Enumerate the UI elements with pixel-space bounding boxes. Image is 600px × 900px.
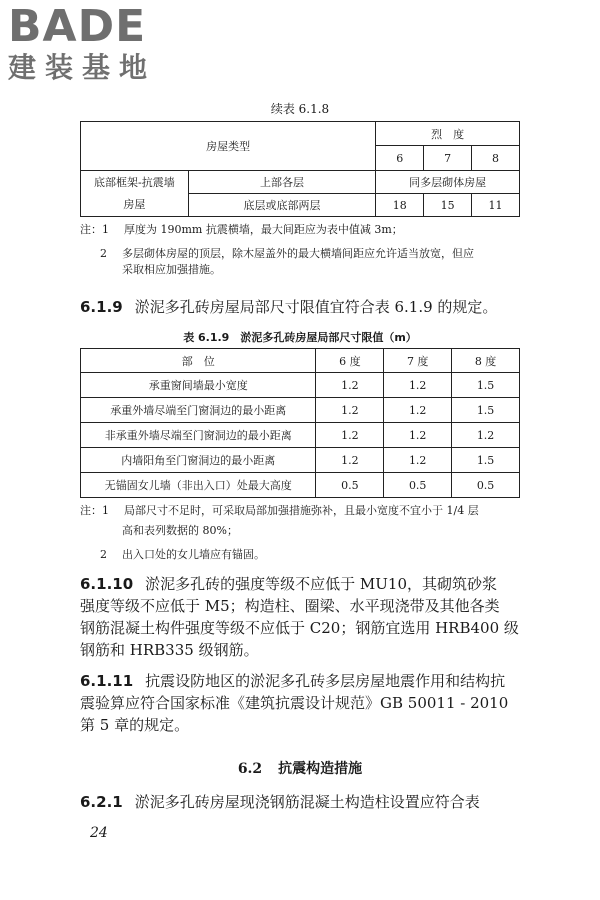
- clause-number: 6.1.11: [80, 672, 134, 690]
- note-item: [80, 246, 530, 262]
- clause-text-line: 抗震设防地区的淤泥多孔砖多层房屋地震作用和结构抗: [145, 672, 506, 690]
- table-618-lower-value: 11: [472, 194, 520, 217]
- clause-text-line: 钢筋混凝土构件强度等级不应低于 C20；钢筋宜选用 HRB400 级: [80, 619, 519, 637]
- table-618-header-house-type: 房屋类型: [81, 122, 376, 171]
- clause-6111: [80, 670, 525, 736]
- table-618-row-group-line2: 房屋: [123, 197, 146, 211]
- cell-value: 1.2: [316, 423, 384, 448]
- notes-619: [80, 503, 530, 563]
- note-text-continued: 高和表列数据的 80%；: [122, 524, 238, 537]
- logo-text-en: BADE: [8, 1, 147, 52]
- cell-value: 1.2: [316, 398, 384, 423]
- section-number: 6.2: [237, 761, 263, 777]
- publisher-logo: [8, 1, 157, 84]
- row-label: 承重外墙尽端至门窗洞边的最小距离: [81, 398, 316, 423]
- notes-618: [80, 222, 530, 278]
- row-label: 无锚固女儿墙（非出入口）处最大高度: [81, 473, 316, 498]
- table-619-caption: 表 6.1.9 淤泥多孔砖房屋局部尺寸限值（m）: [183, 331, 417, 344]
- clause-text-line: 强度等级不应低于 M5；构造柱、圈梁、水平现浇带及其他各类: [80, 597, 500, 615]
- cell-value: 1.2: [384, 448, 452, 473]
- section-heading-62: [0, 758, 600, 778]
- table-619-header: 8 度: [452, 349, 520, 373]
- row-label: 非承重外墙尽端至门窗洞边的最小距离: [81, 423, 316, 448]
- section-title: 抗震构造措施: [278, 761, 363, 777]
- logo-text-cn: 建装基地: [8, 51, 157, 84]
- note-text: 出入口处的女儿墙应有锚固。: [122, 548, 265, 561]
- table-618: [80, 121, 520, 217]
- clause-text-line: 淤泥多孔砖的强度等级不应低于 MU10，其砌筑砂浆: [145, 575, 498, 593]
- cell-value: 1.2: [384, 398, 452, 423]
- note-text: 厚度为 190mm 抗震横墙，最大间距应为表中值减 3m；: [124, 223, 403, 236]
- note-item: [80, 503, 530, 519]
- clause-number: 6.2.1: [80, 793, 123, 811]
- table-618-header-intensity: 烈 度: [376, 122, 520, 146]
- table-618-lower-value: 18: [376, 194, 424, 217]
- table-row: [81, 398, 520, 423]
- table-618-lower-label: 底层或底部两层: [188, 194, 376, 217]
- table-619: [80, 348, 520, 498]
- table-618-lower-value: 15: [424, 194, 472, 217]
- clause-text-line: 第 5 章的规定。: [80, 716, 190, 734]
- table-619-header: 部 位: [81, 349, 316, 373]
- table-618-degree: 6: [376, 146, 424, 171]
- cell-value: 0.5: [452, 473, 520, 498]
- clause-text-line: 震验算应符合国家标准《建筑抗震设计规范》GB 50011 - 2010: [80, 694, 509, 712]
- note-number: 1: [102, 504, 109, 517]
- cell-value: 1.2: [316, 448, 384, 473]
- table-619-header: 7 度: [384, 349, 452, 373]
- table-618-upper-value: 同多层砌体房屋: [376, 171, 520, 194]
- note-item: [80, 222, 530, 238]
- cell-value: 1.5: [452, 398, 520, 423]
- cell-value: 1.2: [452, 423, 520, 448]
- table-row: [81, 448, 520, 473]
- clause-text-line: 钢筋和 HRB335 级钢筋。: [80, 641, 259, 659]
- table-618-row-group-line1: 底部框架-抗震墙: [94, 175, 175, 189]
- cell-value: 1.2: [384, 373, 452, 398]
- table-row: [81, 423, 520, 448]
- note-item: [80, 547, 530, 563]
- cell-value: 1.2: [316, 373, 384, 398]
- note-prefix: 注：: [80, 223, 102, 236]
- clause-number: 6.1.10: [80, 575, 134, 593]
- table-618-upper-label: 上部各层: [188, 171, 376, 194]
- note-prefix: 注：: [80, 504, 102, 517]
- page-number: 24: [90, 825, 108, 841]
- table-619-header: 6 度: [316, 349, 384, 373]
- cell-value: 1.5: [452, 373, 520, 398]
- clause-6110: [80, 573, 525, 661]
- cell-value: 1.2: [384, 423, 452, 448]
- note-number: 2: [100, 247, 107, 260]
- table-618-degree: 7: [424, 146, 472, 171]
- clause-text: 淤泥多孔砖房屋局部尺寸限值宜符合表 6.1.9 的规定。: [134, 298, 498, 316]
- cell-value: 0.5: [316, 473, 384, 498]
- note-text: 局部尺寸不足时，可采取局部加强措施弥补，且最小宽度不宜小于 1/4 层: [124, 504, 479, 517]
- note-number: 2: [100, 548, 107, 561]
- table-row: [81, 373, 520, 398]
- table-618-row-group: [81, 171, 189, 217]
- table-618-caption: 续表 6.1.8: [270, 102, 330, 116]
- clause-621: [80, 791, 525, 813]
- clause-text: 淤泥多孔砖房屋现浇钢筋混凝土构造柱设置应符合表: [134, 793, 480, 811]
- note-text-continued: 采取相应加强措施。: [122, 263, 221, 276]
- note-number: 1: [102, 223, 109, 236]
- table-row: [81, 473, 520, 498]
- row-label: 承重窗间墙最小宽度: [81, 373, 316, 398]
- clause-619: [80, 296, 525, 318]
- cell-value: 0.5: [384, 473, 452, 498]
- table-618-degree: 8: [472, 146, 520, 171]
- note-text: 多层砌体房屋的顶层，除木屋盖外的最大横墙间距应允许适当放宽，但应: [122, 247, 474, 260]
- row-label: 内墙阳角至门窗洞边的最小距离: [81, 448, 316, 473]
- cell-value: 1.5: [452, 448, 520, 473]
- clause-number: 6.1.9: [80, 298, 123, 316]
